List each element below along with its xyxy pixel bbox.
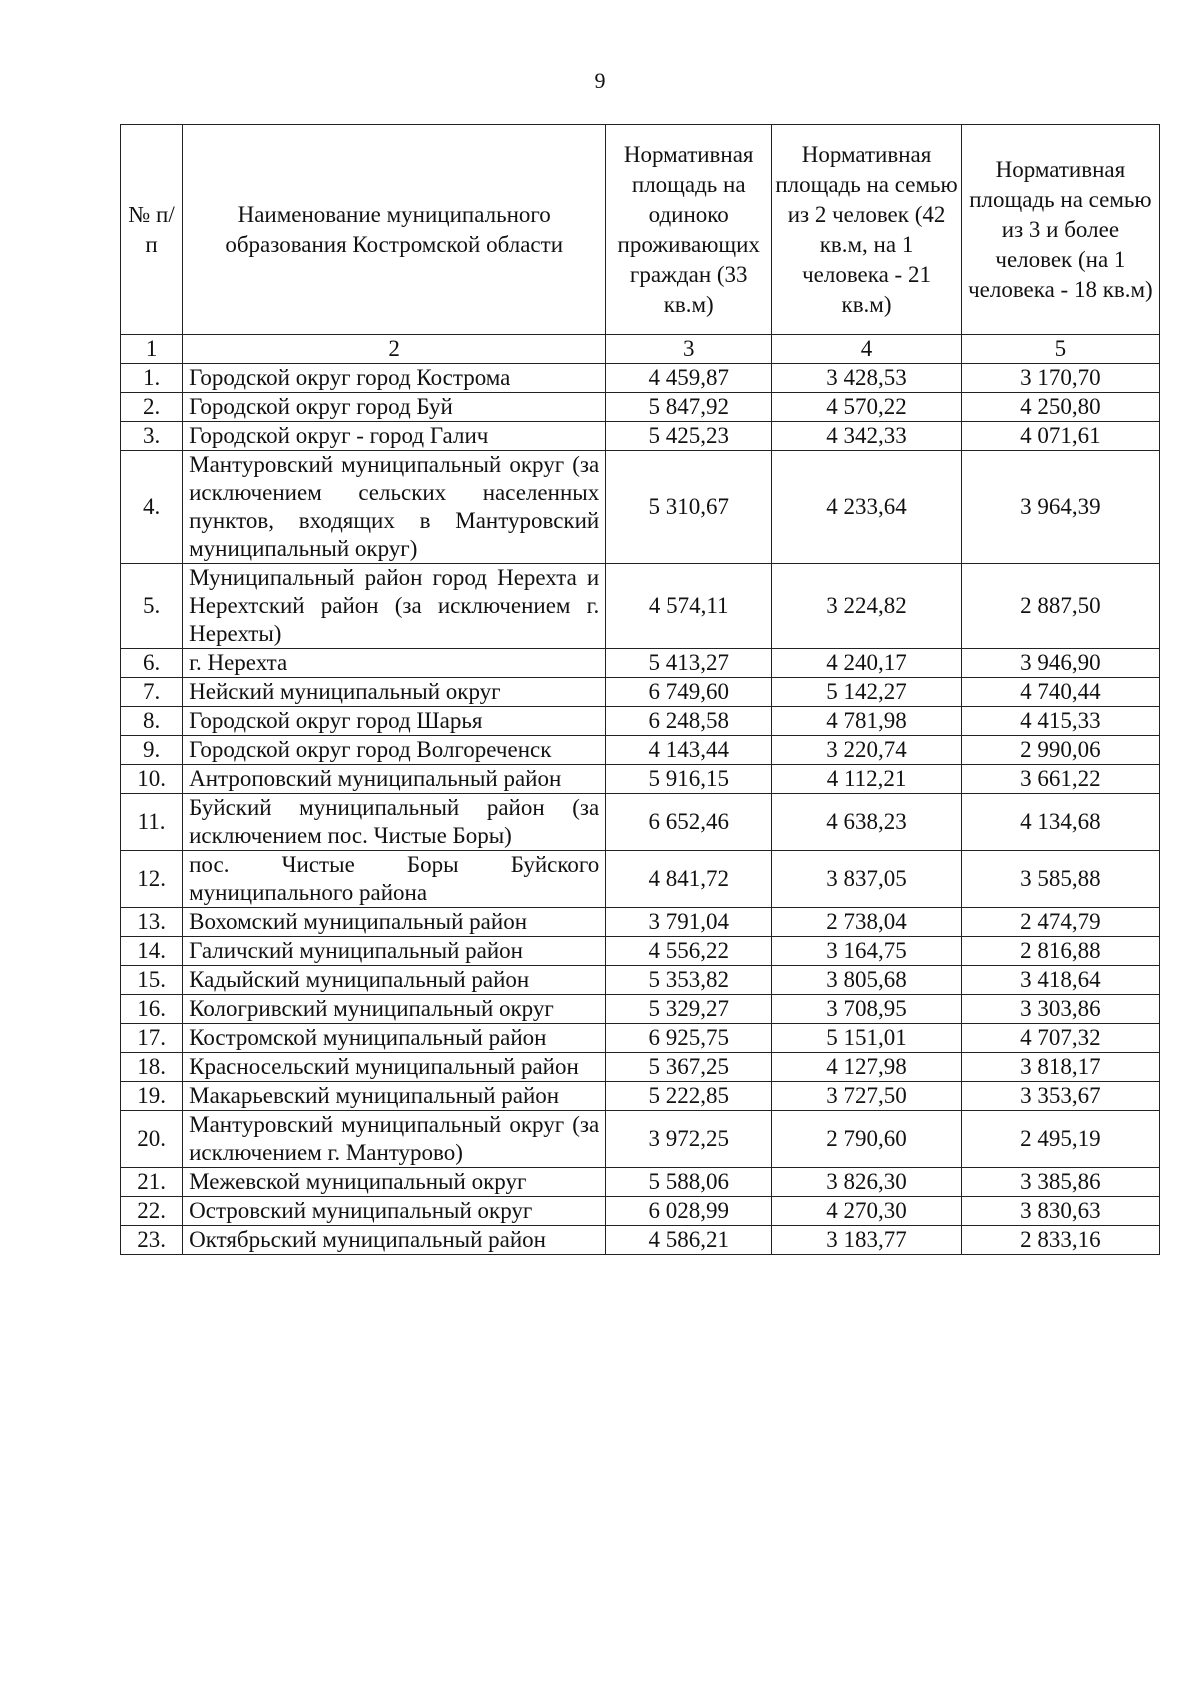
two-person-area-value: 4 233,64	[772, 451, 962, 564]
municipality-name: Нейский муниципальный округ	[183, 678, 606, 707]
table-row	[121, 1226, 1160, 1255]
family-area-value: 3 818,17	[961, 1053, 1159, 1082]
single-area-value: 5 310,67	[606, 451, 772, 564]
family-area-value: 4 740,44	[961, 678, 1159, 707]
municipality-name: Городской округ город Волгореченск	[183, 736, 606, 765]
family-area-value: 4 134,68	[961, 794, 1159, 851]
single-area-value: 5 916,15	[606, 765, 772, 794]
single-area-value: 6 749,60	[606, 678, 772, 707]
single-area-value: 4 556,22	[606, 937, 772, 966]
family-area-value: 3 303,86	[961, 995, 1159, 1024]
table-row	[121, 937, 1160, 966]
municipality-name: Муниципальный район город Нерехта и Нерехтский район (за исключением г. Нерехты)	[183, 564, 606, 649]
table-row	[121, 736, 1160, 765]
single-area-value: 5 588,06	[606, 1168, 772, 1197]
municipality-name: пос. Чистые Боры Буйского муниципального района	[183, 851, 606, 908]
municipality-name: Красносельский муниципальный район	[183, 1053, 606, 1082]
single-area-value: 4 574,11	[606, 564, 772, 649]
two-person-area-value: 4 270,30	[772, 1197, 962, 1226]
row-number: 2.	[121, 393, 183, 422]
row-number: 1.	[121, 364, 183, 393]
table-header-row	[121, 125, 1160, 335]
table-row	[121, 995, 1160, 1024]
family-area-value: 2 495,19	[961, 1111, 1159, 1168]
municipality-name: Макарьевский муниципальный район	[183, 1082, 606, 1111]
family-area-value: 3 964,39	[961, 451, 1159, 564]
row-number: 10.	[121, 765, 183, 794]
row-number: 5.	[121, 564, 183, 649]
two-person-area-value: 3 708,95	[772, 995, 962, 1024]
single-area-value: 5 329,27	[606, 995, 772, 1024]
family-area-value: 4 707,32	[961, 1024, 1159, 1053]
row-number: 23.	[121, 1226, 183, 1255]
two-person-area-value: 3 164,75	[772, 937, 962, 966]
single-area-value: 5 353,82	[606, 966, 772, 995]
municipality-name: Мантуровский муниципальный округ (за исключением сельских населенных пунктов, входящих в Мантуровский муниципальный округ)	[183, 451, 606, 564]
single-area-value: 4 586,21	[606, 1226, 772, 1255]
two-person-area-value: 3 224,82	[772, 564, 962, 649]
column-number: 5	[961, 335, 1159, 364]
row-number: 11.	[121, 794, 183, 851]
family-area-value: 3 661,22	[961, 765, 1159, 794]
two-person-area-value: 2 738,04	[772, 908, 962, 937]
single-area-value: 5 425,23	[606, 422, 772, 451]
two-person-area-value: 4 240,17	[772, 649, 962, 678]
family-area-value: 4 250,80	[961, 393, 1159, 422]
table-row	[121, 851, 1160, 908]
table-row	[121, 564, 1160, 649]
municipality-name: Островский муниципальный округ	[183, 1197, 606, 1226]
row-number: 18.	[121, 1053, 183, 1082]
family-area-value: 4 415,33	[961, 707, 1159, 736]
header-family-area: Нормативная площадь на семью из 3 и более человек (на 1 человека - 18 кв.м)	[961, 125, 1159, 335]
family-area-value: 2 474,79	[961, 908, 1159, 937]
two-person-area-value: 3 837,05	[772, 851, 962, 908]
page-number: 9	[594, 68, 606, 93]
two-person-area-value: 2 790,60	[772, 1111, 962, 1168]
municipality-name: г. Нерехта	[183, 649, 606, 678]
family-area-value: 4 071,61	[961, 422, 1159, 451]
two-person-area-value: 3 805,68	[772, 966, 962, 995]
table-row	[121, 966, 1160, 995]
municipality-name: Галичский муниципальный район	[183, 937, 606, 966]
family-area-value: 2 816,88	[961, 937, 1159, 966]
row-number: 17.	[121, 1024, 183, 1053]
two-person-area-value: 3 727,50	[772, 1082, 962, 1111]
family-area-value: 3 385,86	[961, 1168, 1159, 1197]
municipality-name: Городской округ - город Галич	[183, 422, 606, 451]
header-single-area: Нормативная площадь на одиноко проживающих граждан (33 кв.м)	[606, 125, 772, 335]
two-person-area-value: 5 142,27	[772, 678, 962, 707]
family-area-value: 2 887,50	[961, 564, 1159, 649]
family-area-value: 3 946,90	[961, 649, 1159, 678]
row-number: 20.	[121, 1111, 183, 1168]
two-person-area-value: 4 342,33	[772, 422, 962, 451]
family-area-value: 3 418,64	[961, 966, 1159, 995]
single-area-value: 4 459,87	[606, 364, 772, 393]
row-number: 19.	[121, 1082, 183, 1111]
single-area-value: 4 143,44	[606, 736, 772, 765]
family-area-value: 3 170,70	[961, 364, 1159, 393]
table-row	[121, 1053, 1160, 1082]
two-person-area-value: 4 127,98	[772, 1053, 962, 1082]
row-number: 12.	[121, 851, 183, 908]
single-area-value: 3 972,25	[606, 1111, 772, 1168]
municipality-name: Кадыйский муниципальный район	[183, 966, 606, 995]
row-number: 14.	[121, 937, 183, 966]
two-person-area-value: 3 183,77	[772, 1226, 962, 1255]
single-area-value: 6 248,58	[606, 707, 772, 736]
row-number: 16.	[121, 995, 183, 1024]
row-number: 13.	[121, 908, 183, 937]
table-row	[121, 1197, 1160, 1226]
row-number: 6.	[121, 649, 183, 678]
table-row	[121, 364, 1160, 393]
table-row	[121, 707, 1160, 736]
municipality-name: Кологривский муниципальный округ	[183, 995, 606, 1024]
two-person-area-value: 4 638,23	[772, 794, 962, 851]
two-person-area-value: 3 220,74	[772, 736, 962, 765]
table-row	[121, 908, 1160, 937]
family-area-value: 2 990,06	[961, 736, 1159, 765]
single-area-value: 6 652,46	[606, 794, 772, 851]
single-area-value: 6 028,99	[606, 1197, 772, 1226]
row-number: 8.	[121, 707, 183, 736]
family-area-value: 3 830,63	[961, 1197, 1159, 1226]
table-row	[121, 1024, 1160, 1053]
table-row	[121, 1168, 1160, 1197]
column-number: 2	[183, 335, 606, 364]
row-number: 22.	[121, 1197, 183, 1226]
row-number: 7.	[121, 678, 183, 707]
two-person-area-value: 5 151,01	[772, 1024, 962, 1053]
single-area-value: 5 847,92	[606, 393, 772, 422]
table-row	[121, 794, 1160, 851]
norm-area-table	[120, 124, 1160, 1255]
municipality-name: Октябрьский муниципальный район	[183, 1226, 606, 1255]
municipality-name: Вохомский муниципальный район	[183, 908, 606, 937]
two-person-area-value: 4 570,22	[772, 393, 962, 422]
table-row	[121, 1111, 1160, 1168]
table-row	[121, 393, 1160, 422]
table-row	[121, 765, 1160, 794]
two-person-area-value: 3 826,30	[772, 1168, 962, 1197]
family-area-value: 2 833,16	[961, 1226, 1159, 1255]
column-number: 4	[772, 335, 962, 364]
single-area-value: 6 925,75	[606, 1024, 772, 1053]
municipality-name: Городской округ город Шарья	[183, 707, 606, 736]
column-number: 1	[121, 335, 183, 364]
two-person-area-value: 4 112,21	[772, 765, 962, 794]
single-area-value: 3 791,04	[606, 908, 772, 937]
row-number: 9.	[121, 736, 183, 765]
two-person-area-value: 4 781,98	[772, 707, 962, 736]
municipality-name: Мантуровский муниципальный округ (за исключением г. Мантурово)	[183, 1111, 606, 1168]
row-number: 3.	[121, 422, 183, 451]
row-number: 21.	[121, 1168, 183, 1197]
family-area-value: 3 353,67	[961, 1082, 1159, 1111]
header-municipality: Наименование муниципального образования Костромской области	[183, 125, 606, 335]
single-area-value: 5 222,85	[606, 1082, 772, 1111]
single-area-value: 5 367,25	[606, 1053, 772, 1082]
column-number-row	[121, 335, 1160, 364]
table-row	[121, 422, 1160, 451]
table-row	[121, 649, 1160, 678]
municipality-name: Антроповский муниципальный район	[183, 765, 606, 794]
header-number: № п/п	[121, 125, 183, 335]
single-area-value: 4 841,72	[606, 851, 772, 908]
family-area-value: 3 585,88	[961, 851, 1159, 908]
single-area-value: 5 413,27	[606, 649, 772, 678]
municipality-name: Костромской муниципальный район	[183, 1024, 606, 1053]
two-person-area-value: 3 428,53	[772, 364, 962, 393]
municipality-name: Городской округ город Буй	[183, 393, 606, 422]
table-row	[121, 451, 1160, 564]
municipality-name: Городской округ город Кострома	[183, 364, 606, 393]
table-row	[121, 678, 1160, 707]
header-two-person-area: Нормативная площадь на семью из 2 человек (42 кв.м, на 1 человека - 21 кв.м)	[772, 125, 962, 335]
row-number: 4.	[121, 451, 183, 564]
row-number: 15.	[121, 966, 183, 995]
column-number: 3	[606, 335, 772, 364]
municipality-name: Буйский муниципальный район (за исключением пос. Чистые Боры)	[183, 794, 606, 851]
table-row	[121, 1082, 1160, 1111]
municipality-name: Межевской муниципальный округ	[183, 1168, 606, 1197]
